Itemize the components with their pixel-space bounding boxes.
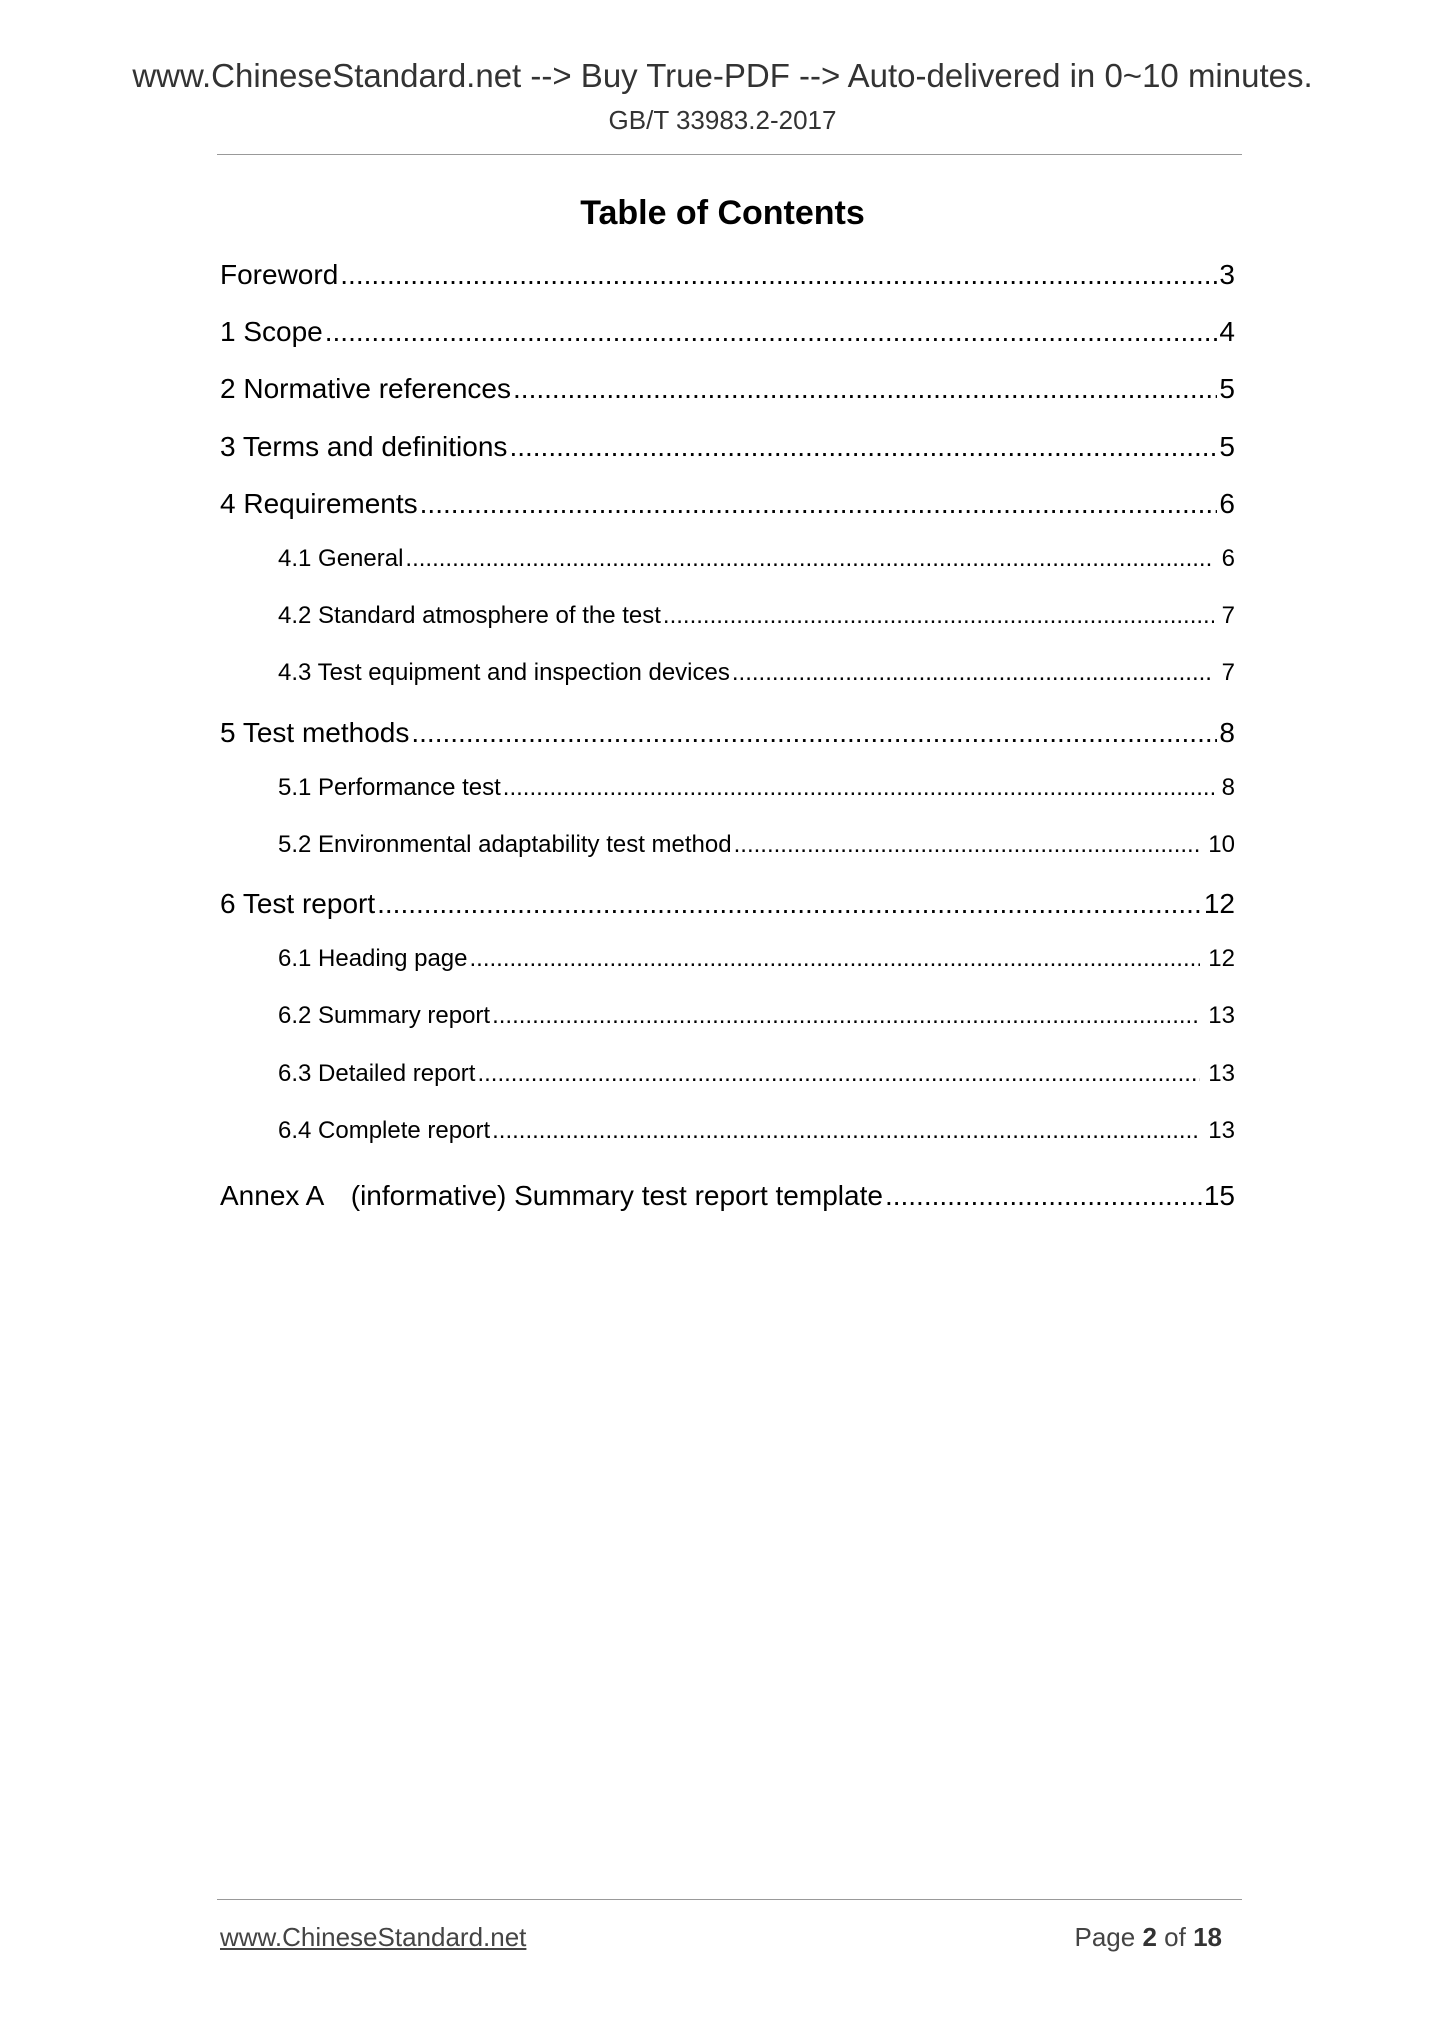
toc-entry-page: 4 (1219, 316, 1235, 348)
toc-entry[interactable] (220, 488, 1235, 545)
toc-subentry[interactable] (220, 659, 1235, 716)
toc-subentry[interactable] (220, 774, 1235, 831)
toc-leader-dots (509, 431, 1217, 463)
toc-leader-dots (420, 488, 1218, 520)
toc-leader-dots (477, 1060, 1200, 1088)
toc-leader-dots (377, 888, 1202, 920)
toc-entry-page: 6 (1219, 487, 1235, 519)
toc-entry-page: 15 (1203, 1180, 1235, 1211)
toc-entry-page: 6 (1221, 544, 1235, 572)
toc-leader-dots (503, 774, 1214, 802)
toc-entry-label: 2 Normative references (220, 373, 512, 405)
standard-id: GB/T 33983.2-2017 (608, 105, 837, 135)
toc-entry-label: 6.2 Summary report (278, 1002, 491, 1030)
toc-leader-dots (492, 1117, 1200, 1145)
footer-divider (217, 1899, 1242, 1900)
toc-entry-label: 5.2 Environmental adaptability test method (278, 830, 732, 858)
toc-entry-page: 12 (1203, 888, 1235, 920)
current-page: 2 (1142, 1922, 1157, 1952)
toc-entry-page: 12 (1208, 945, 1235, 973)
toc-entry-label: Foreword (220, 259, 339, 290)
toc-entry-label: 5 Test methods (220, 716, 410, 748)
toc-entry-page: 10 (1208, 830, 1235, 858)
toc-entry-page: 7 (1221, 602, 1235, 630)
toc-entry-page: 3 (1219, 259, 1235, 290)
toc-entry[interactable] (220, 373, 1235, 430)
page-of: of (1164, 1922, 1186, 1952)
toc-leader-dots (492, 1002, 1200, 1030)
toc-entry-page: 13 (1208, 1002, 1235, 1030)
toc-entry-label: Annex A (informative) Summary test report template (220, 1180, 883, 1211)
toc-subentry[interactable] (220, 1002, 1235, 1059)
toc-subentry[interactable] (220, 1117, 1235, 1174)
toc-entry-page: 13 (1208, 1116, 1235, 1144)
toc-subentry[interactable] (220, 1060, 1235, 1117)
toc-entry-label: 6.3 Detailed report (278, 1059, 476, 1087)
toc-title: Table of Contents (580, 194, 865, 232)
toc-leader-dots (663, 602, 1214, 630)
toc-leader-dots (405, 545, 1213, 573)
toc-entry-label: 4.2 Standard atmosphere of the test (278, 602, 661, 630)
toc-entry-page: 7 (1221, 659, 1235, 687)
toc-entry-label: 3 Terms and definitions (220, 430, 508, 462)
total-pages: 18 (1193, 1922, 1222, 1952)
toc-entry[interactable] (220, 888, 1235, 945)
toc-leader-dots (734, 831, 1201, 859)
toc-entry-page: 8 (1219, 716, 1235, 748)
toc-subentry[interactable] (220, 545, 1235, 602)
toc-entry-label: 5.1 Performance test (278, 773, 501, 801)
toc-leader-dots (732, 659, 1214, 687)
page-prefix: Page (1074, 1922, 1136, 1952)
footer-site-link[interactable]: www.ChineseStandard.net (220, 1922, 527, 1952)
toc-entry-page: 13 (1208, 1059, 1235, 1087)
toc-entry-label: 1 Scope (220, 316, 323, 348)
toc-entry[interactable] (220, 717, 1235, 774)
table-of-contents (220, 259, 1235, 1231)
toc-leader-dots (470, 945, 1201, 973)
toc-entry-page: 5 (1219, 373, 1235, 405)
toc-entry-label: 4 Requirements (220, 487, 418, 519)
toc-leader-dots (325, 316, 1218, 348)
toc-subentry[interactable] (220, 945, 1235, 1002)
toc-entry-label: 6 Test report (220, 888, 376, 920)
toc-entry[interactable] (220, 1174, 1235, 1231)
page-number (1074, 1920, 1222, 1954)
toc-entry-label: 6.1 Heading page (278, 945, 468, 973)
header-banner: www.ChineseStandard.net --> Buy True-PDF --> Auto-delivered in 0~10 minutes. (132, 57, 1313, 94)
toc-leader-dots (885, 1180, 1202, 1212)
toc-entry-page: 5 (1219, 430, 1235, 462)
toc-entry-page: 8 (1221, 773, 1235, 801)
toc-entry-label: 4.1 General (278, 544, 404, 572)
toc-subentry[interactable] (220, 831, 1235, 888)
toc-entry[interactable] (220, 259, 1235, 316)
toc-subentry[interactable] (220, 602, 1235, 659)
toc-entry[interactable] (220, 431, 1235, 488)
toc-entry-label: 4.3 Test equipment and inspection devices (278, 659, 730, 687)
toc-leader-dots (340, 259, 1217, 291)
header-divider (217, 154, 1242, 155)
toc-entry[interactable] (220, 316, 1235, 373)
toc-entry-label: 6.4 Complete report (278, 1116, 491, 1144)
toc-leader-dots (513, 373, 1217, 405)
toc-leader-dots (411, 717, 1217, 749)
